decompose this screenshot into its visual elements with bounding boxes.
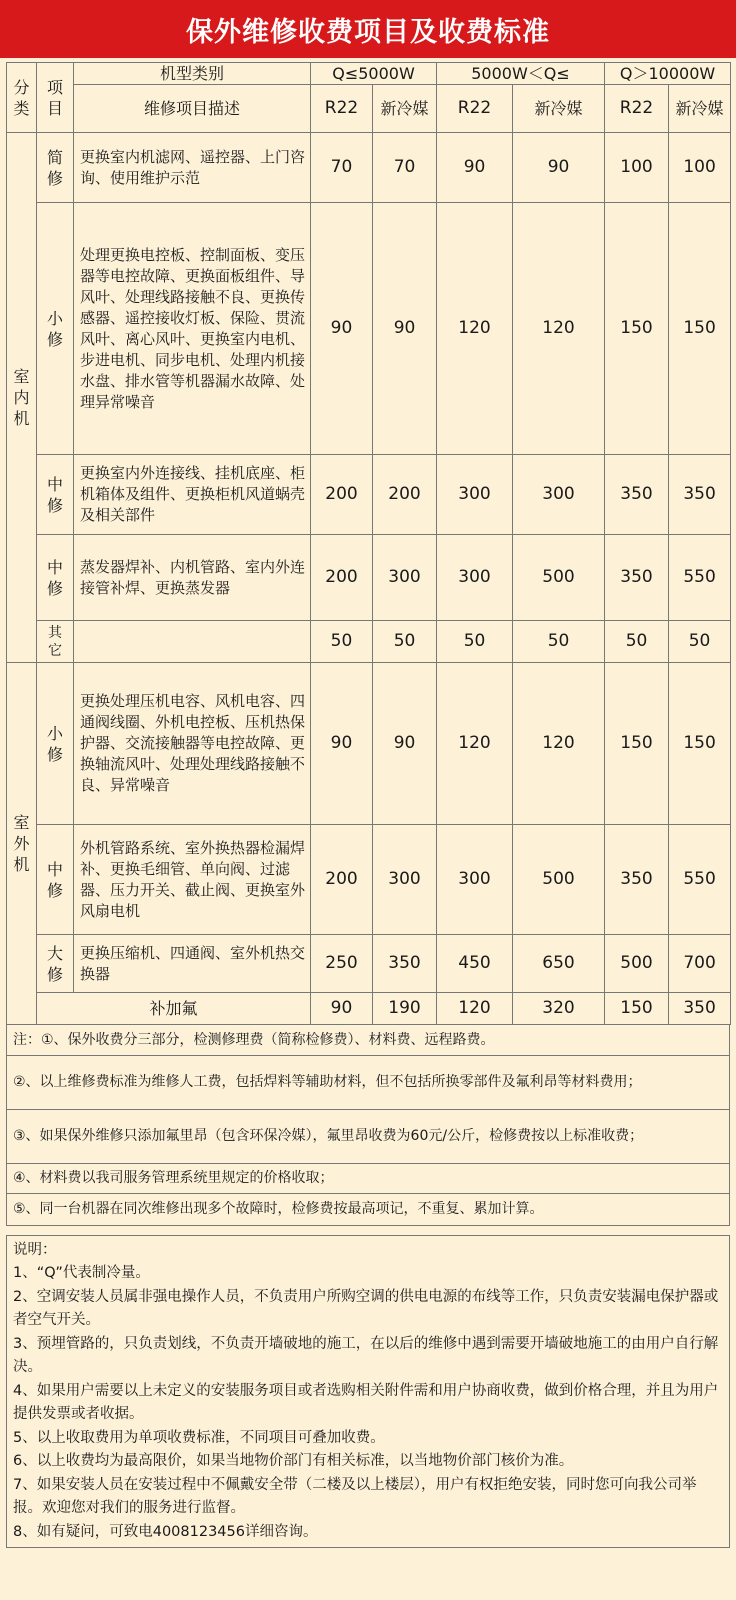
header-r22: R22 xyxy=(437,85,513,133)
fee-table xyxy=(6,62,731,1025)
explanation-item: 4、如果用户需要以上未定义的安装服务项目或者选购相关附件需和用户协商收费，做到价格合理，并且为用户提供发票或者收据。 xyxy=(13,1382,719,1422)
explanation-item: 1、“Q”代表制冷量。 xyxy=(13,1265,150,1281)
page-title: 保外维修收费项目及收费标准 xyxy=(0,0,736,58)
row-description xyxy=(74,621,311,663)
price-cell: 120 xyxy=(513,203,605,455)
table-row xyxy=(7,535,731,621)
price-cell: 50 xyxy=(373,621,437,663)
row-item: 中 修 xyxy=(37,535,74,621)
category-indoor: 室 内 机 xyxy=(7,133,37,663)
explanation-item: 7、如果安装人员在安装过程中不佩戴安全带（二楼及以上楼层），用户有权拒绝安装，同时您可向我公司举报。欢迎您对我们的服务进行监督。 xyxy=(13,1476,697,1516)
price-cell: 500 xyxy=(513,825,605,935)
header-r22: R22 xyxy=(605,85,669,133)
price-cell: 120 xyxy=(437,203,513,455)
price-cell: 300 xyxy=(437,535,513,621)
explanation-item: 8、如有疑问，可致电4008123456详细咨询。 xyxy=(13,1523,318,1540)
price-cell: 200 xyxy=(373,455,437,535)
price-cell: 550 xyxy=(669,535,731,621)
explanation-item: 3、预埋管路的，只负责划线，不负责开墙破地的施工，在以后的维修中遇到需要开墙破地施工的由用户自行解决。 xyxy=(13,1335,719,1375)
price-cell: 350 xyxy=(669,993,731,1025)
price-cell: 300 xyxy=(437,455,513,535)
price-cell: 90 xyxy=(311,663,373,825)
price-cell: 500 xyxy=(605,935,669,993)
header-range3: Q＞10000W xyxy=(605,63,731,85)
table-row xyxy=(7,621,731,663)
header-description: 维修项目描述 xyxy=(74,85,311,133)
note-item: ④、材料费以我司服务管理系统里规定的价格收取； xyxy=(7,1163,730,1193)
price-cell: 300 xyxy=(373,825,437,935)
price-cell: 350 xyxy=(373,935,437,993)
price-cell: 300 xyxy=(437,825,513,935)
price-cell: 190 xyxy=(373,993,437,1025)
explanation-item: 2、空调安装人员属非强电操作人员，不负责用户所购空调的供电电源的布线等工作，只负责安装漏电保护器或者空气开关。 xyxy=(13,1288,719,1328)
price-cell: 90 xyxy=(311,993,373,1025)
price-cell: 90 xyxy=(373,203,437,455)
price-cell: 90 xyxy=(311,203,373,455)
price-cell: 700 xyxy=(669,935,731,993)
price-cell: 150 xyxy=(669,663,731,825)
price-cell: 550 xyxy=(669,825,731,935)
row-item: 中 修 xyxy=(37,455,74,535)
price-cell: 70 xyxy=(311,133,373,203)
price-cell: 100 xyxy=(669,133,731,203)
note-item: ③、如果保外维修只添加氟里昂（包含环保冷媒），氟里昂收费为60元/公斤，检修费按以上标准收费； xyxy=(7,1109,730,1163)
price-cell: 350 xyxy=(669,455,731,535)
header-model-type: 机型类别 xyxy=(74,63,311,85)
price-cell: 300 xyxy=(373,535,437,621)
explanation-heading: 说明： xyxy=(13,1241,57,1258)
price-cell: 50 xyxy=(605,621,669,663)
row-description: 更换处理压机电容、风机电容、四通阀线圈、外机电控板、压机热保护器、交流接触器等电控故障、更换轴流风叶、处理处理线路接触不良、异常噪音 xyxy=(74,663,311,825)
price-cell: 150 xyxy=(605,203,669,455)
price-cell: 450 xyxy=(437,935,513,993)
header-new-refrigerant: 新冷媒 xyxy=(513,85,605,133)
price-cell: 350 xyxy=(605,825,669,935)
row-description: 外机管路系统、室外换热器检漏焊补、更换毛细管、单向阀、过滤器、压力开关、截止阀、更换室外风扇电机 xyxy=(74,825,311,935)
header-category: 分 类 xyxy=(7,63,37,133)
table-row xyxy=(7,203,731,455)
price-cell: 650 xyxy=(513,935,605,993)
explanation-item: 6、以上收费均为最高限价，如果当地物价部门有相关标准，以当地物价部门核价为准。 xyxy=(13,1453,574,1469)
row-description: 处理更换电控板、控制面板、变压器等电控故障、更换面板组件、导风叶、处理线路接触不良、更换传感器、遥控接收灯板、保险、贯流风叶、离心风叶、更换室内电机、步进电机、同步电机、处理内机接水盘、排水管等机器漏水故障、处理异常噪音 xyxy=(74,203,311,455)
header-new-refrigerant: 新冷媒 xyxy=(669,85,731,133)
price-cell: 50 xyxy=(669,621,731,663)
price-cell: 90 xyxy=(373,663,437,825)
price-cell: 120 xyxy=(437,663,513,825)
header-item: 项 目 xyxy=(37,63,74,133)
price-cell: 70 xyxy=(373,133,437,203)
header-new-refrigerant: 新冷媒 xyxy=(373,85,437,133)
table-row xyxy=(7,455,731,535)
row-item: 大 修 xyxy=(37,935,74,993)
price-cell: 50 xyxy=(437,621,513,663)
category-outdoor: 室 外 机 xyxy=(7,663,37,1025)
table-row xyxy=(7,935,731,993)
row-description: 更换室内机滤网、遥控器、上门咨询、使用维护示范 xyxy=(74,133,311,203)
price-cell: 350 xyxy=(605,535,669,621)
header-range2: 5000W＜Q≤ xyxy=(437,63,605,85)
note-item: ⑤、同一台机器在同次维修出现多个故障时，检修费按最高项记，不重复、累加计算。 xyxy=(7,1193,730,1225)
price-cell: 90 xyxy=(437,133,513,203)
price-cell: 120 xyxy=(437,993,513,1025)
price-cell: 120 xyxy=(513,663,605,825)
row-description: 更换压缩机、四通阀、室外机热交换器 xyxy=(74,935,311,993)
notes-table xyxy=(6,1025,730,1226)
price-cell: 150 xyxy=(669,203,731,455)
table-row xyxy=(7,663,731,825)
header-r22: R22 xyxy=(311,85,373,133)
explanation-item: 5、以上收取费用为单项收费标准，不同项目可叠加收费。 xyxy=(13,1429,385,1446)
note-item: ②、以上维修费标准为维修人工费，包括焊料等辅助材料，但不包括所换零部件及氟利昂等材料费用； xyxy=(7,1055,730,1109)
row-item: 小 修 xyxy=(37,203,74,455)
row-item: 小 修 xyxy=(37,663,74,825)
price-cell: 500 xyxy=(513,535,605,621)
price-cell: 350 xyxy=(605,455,669,535)
price-cell: 50 xyxy=(513,621,605,663)
row-item: 中 修 xyxy=(37,825,74,935)
price-cell: 100 xyxy=(605,133,669,203)
price-cell: 320 xyxy=(513,993,605,1025)
table-row xyxy=(7,825,731,935)
row-item: 简 修 xyxy=(37,133,74,203)
price-cell: 200 xyxy=(311,825,373,935)
row-description: 更换室内外连接线、挂机底座、柜机箱体及组件、更换柜机风道蜗壳及相关部件 xyxy=(74,455,311,535)
price-cell: 300 xyxy=(513,455,605,535)
row-item: 其 它 xyxy=(37,621,74,663)
header-range1: Q≤5000W xyxy=(311,63,437,85)
price-cell: 250 xyxy=(311,935,373,993)
price-cell: 150 xyxy=(605,663,669,825)
table-row xyxy=(7,133,731,203)
price-cell: 200 xyxy=(311,455,373,535)
price-cell: 200 xyxy=(311,535,373,621)
note-item: 注：①、保外收费分三部分，检测修理费（简称检修费）、材料费、远程路费。 xyxy=(7,1025,730,1055)
refill-label: 补加氟 xyxy=(37,993,311,1025)
price-cell: 150 xyxy=(605,993,669,1025)
table-row xyxy=(7,993,731,1025)
explanation-box xyxy=(6,1235,730,1549)
price-cell: 90 xyxy=(513,133,605,203)
price-cell: 50 xyxy=(311,621,373,663)
row-description: 蒸发器焊补、内机管路、室内外连接管补焊、更换蒸发器 xyxy=(74,535,311,621)
